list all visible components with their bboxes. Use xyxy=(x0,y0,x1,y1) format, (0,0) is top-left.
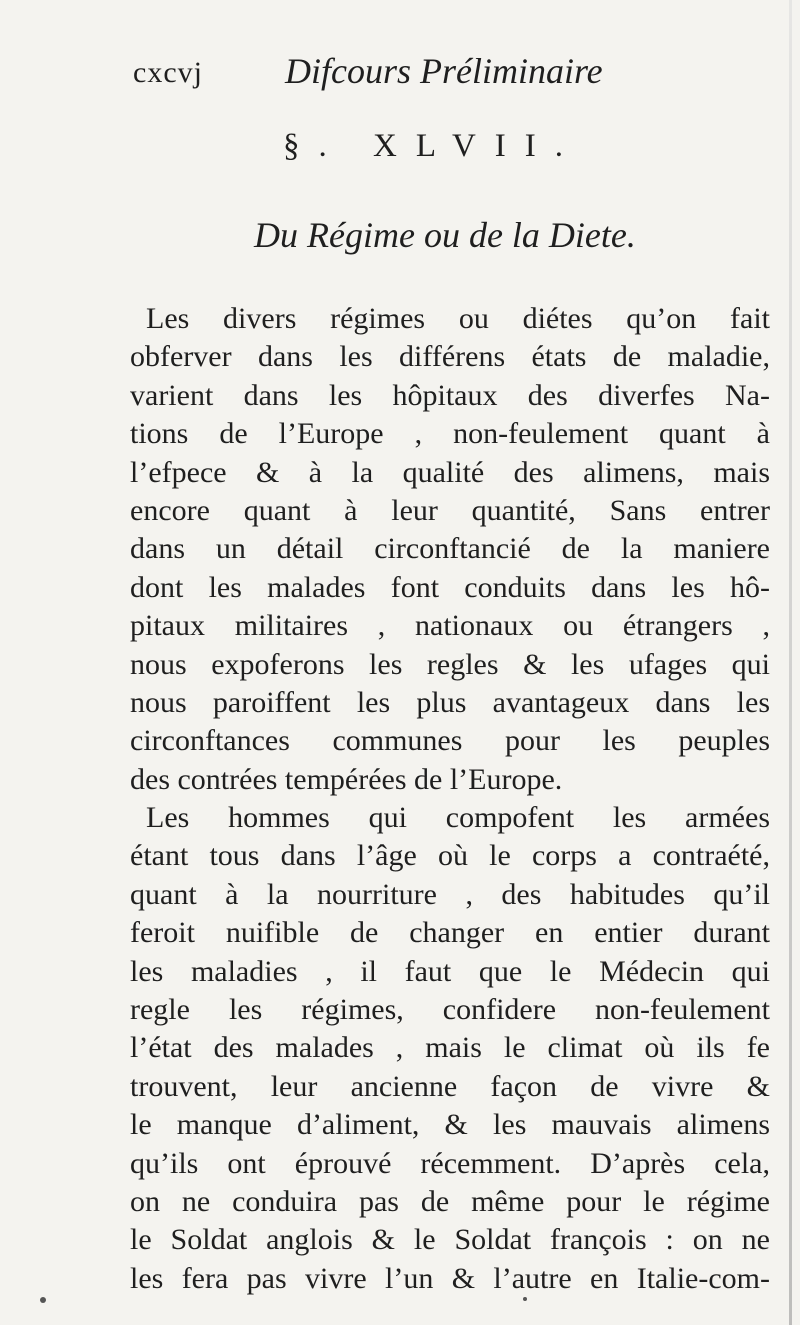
text-line: nous expoferons les regles & les ufages qui xyxy=(130,647,770,681)
text-line: on ne conduira pas de même pour le régime xyxy=(130,1184,770,1218)
section-number: §. XLVII. xyxy=(283,128,583,164)
text-line: les maladies , il faut que le Médecin qui xyxy=(130,954,770,988)
text-line: trouvent, leur ancienne façon de vivre & xyxy=(130,1069,770,1103)
text-line: l’efpece & à la qualité des alimens, mais xyxy=(130,455,770,489)
text-line: tions de l’Europe , non-feulement quant à xyxy=(130,417,770,451)
page-number: cxcvj xyxy=(133,56,203,89)
text-line: regle les régimes, confidere non-feulement xyxy=(130,993,770,1027)
text-line: dans un détail circonftancié de la maniere xyxy=(130,532,770,566)
text-line: nous paroiffent les plus avantageux dans les xyxy=(130,685,770,719)
page-edge-shadow xyxy=(789,0,792,1325)
text-line: encore quant à leur quantité, Sans entrer xyxy=(130,493,770,527)
text-line: les fera pas vivre l’un & l’autre en Italie-com- xyxy=(130,1261,770,1295)
text-line: Les hommes qui compofent les armées xyxy=(146,801,770,835)
text-line: le manque d’aliment, & les mauvais alimens xyxy=(130,1108,770,1142)
running-head: Difcours Préliminaire xyxy=(285,51,603,91)
text-line: dont les malades font conduits dans les hô- xyxy=(130,570,770,604)
text-line: circonftances communes pour les peuples xyxy=(130,724,770,758)
text-line: étant tous dans l’âge où le corps a contraété, xyxy=(130,839,770,873)
text-line: qu’ils ont éprouvé récemment. D’après cela, xyxy=(130,1146,770,1180)
ink-speck xyxy=(40,1297,46,1303)
text-line: des contrées tempérées de l’Europe. xyxy=(130,762,563,796)
text-line: obferver dans les différens états de maladie, xyxy=(130,340,770,374)
ink-speck xyxy=(523,1297,527,1301)
text-line: Les divers régimes ou diétes qu’on fait xyxy=(146,302,770,335)
text-line: pitaux militaires , nationaux ou étrangers , xyxy=(130,609,770,643)
text-line: le Soldat anglois & le Soldat françois : on ne xyxy=(130,1223,770,1257)
body-text xyxy=(130,300,770,1298)
text-line: feroit nuifible de changer en entier durant xyxy=(130,916,770,950)
section-title: Du Régime ou de la Diete. xyxy=(254,215,636,255)
text-line: quant à la nourriture , des habitudes qu’il xyxy=(130,877,770,911)
text-line: l’état des malades , mais le climat où ils fe xyxy=(130,1031,770,1065)
text-line: varient dans les hôpitaux des diverfes Na- xyxy=(130,378,770,412)
